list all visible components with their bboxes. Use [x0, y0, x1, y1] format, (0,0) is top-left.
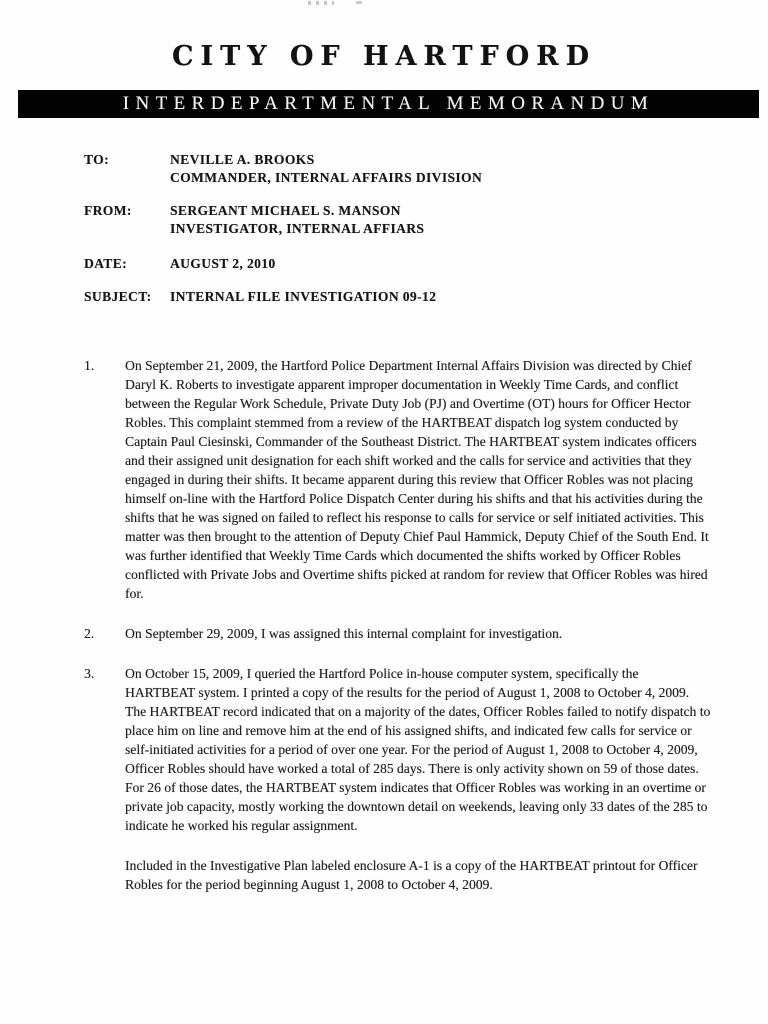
field-date-value: AUGUST 2, 2010: [170, 256, 276, 271]
memo-header-fields: [84, 151, 482, 306]
paragraph-enclosure-text: Included in the Investigative Plan labeled enclosure A-1 is a copy of the HARTBEAT printout for Officer Robles for the period beginning August 1, 2008 to October 4, 2009.: [125, 858, 698, 892]
memo-type-banner-text: INTERDEPARTMENTAL MEMORANDUM: [122, 93, 655, 114]
field-from-value: [170, 202, 482, 238]
field-from-label: FROM:: [84, 203, 132, 218]
paragraph-enclosure-note: [84, 856, 714, 894]
field-to: [84, 151, 482, 187]
memo-type-banner: [18, 90, 759, 118]
field-subject-value: INTERNAL FILE INVESTIGATION 09-12: [170, 289, 437, 304]
sender-title: INVESTIGATOR, INTERNAL AFFIARS: [170, 221, 425, 236]
paragraph-3: [84, 664, 714, 835]
sender-name: SERGEANT MICHAEL S. MANSON: [170, 203, 401, 218]
paragraph-2: [84, 624, 714, 643]
field-to-value: [170, 151, 482, 187]
paragraph-enclosure-number: [84, 856, 125, 894]
field-date-label: DATE:: [84, 256, 128, 271]
paragraph-1-number: 1.: [84, 358, 95, 373]
paragraph-3-number: 3.: [84, 666, 95, 681]
paragraph-1-text: On September 21, 2009, the Hartford Police Department Internal Affairs Division was directed by Chief Daryl K. Roberts to investigate apparent improper documentation in Weekly Time Cards, and conflict between the Regular Work Schedule, Private Duty Job (PJ) and Overtime (OT) hours for Officer Hector Robles. This complaint stemmed from a review of the HARTBEAT dispatch log system conducted by Captain Paul Ciesinski, Commander of the Southeast District. The HARTBEAT system indicates officers and their assigned unit designation for each shift worked and the calls for service and activities that they engaged in during their shifts. It became apparent during this review that Officer Robles was not placing himself on-line with the Hartford Police Dispatch Center during his shifts and that his activities during the shifts that he was signed on failed to reflect his response to calls for service or self initiated activities. This matter was then brought to the attention of Deputy Chief Paul Hammick, Deputy Chief of the South End. It was further identified that Weekly Time Cards which documented the shifts worked by Officer Robles conflicted with Private Jobs and Overtime shifts picked at random for review that Officer Robles was hired for.: [125, 358, 709, 601]
paragraph-3-text: On October 15, 2009, I queried the Hartford Police in-house computer system, specifically the HARTBEAT system. I printed a copy of the results for the period of August 1, 2008 to October 4, 2009. The HARTBEAT record indicated that on a majority of the dates, Officer Robles failed to notify dispatch to place him on line and remove him at the end of his assigned shifts, and indicated few calls for service or self-initiated activities for a period of over one year. For the period of August 1, 2008 to October 4, 2009, Officer Robles should have worked a total of 285 days. There is only activity shown on 59 of those dates. For 26 of those dates, the HARTBEAT system indicates that Officer Robles was working in an overtime or private job capacity, mostly working the downtown detail on weekends, leaving only 33 dates of the 285 to indicate he worked his regular assignment.: [125, 666, 711, 833]
field-from: [84, 202, 482, 238]
recipient-title: COMMANDER, INTERNAL AFFAIRS DIVISION: [170, 170, 483, 185]
recipient-name: NEVILLE A. BROOKS: [170, 152, 315, 167]
paragraph-2-number: 2.: [84, 626, 95, 641]
memo-body: [84, 356, 714, 915]
field-subject-label: SUBJECT:: [84, 289, 152, 304]
paragraph-2-text: On September 29, 2009, I was assigned this internal complaint for investigation.: [125, 626, 563, 641]
field-subject: [84, 288, 482, 306]
document-title: CITY OF HARTFORD: [171, 41, 597, 72]
scan-artifact: [308, 1, 334, 5]
field-to-label: TO:: [84, 152, 109, 167]
paragraph-1: [84, 356, 714, 603]
scan-artifact-dot: [356, 1, 362, 4]
field-date: [84, 255, 482, 273]
